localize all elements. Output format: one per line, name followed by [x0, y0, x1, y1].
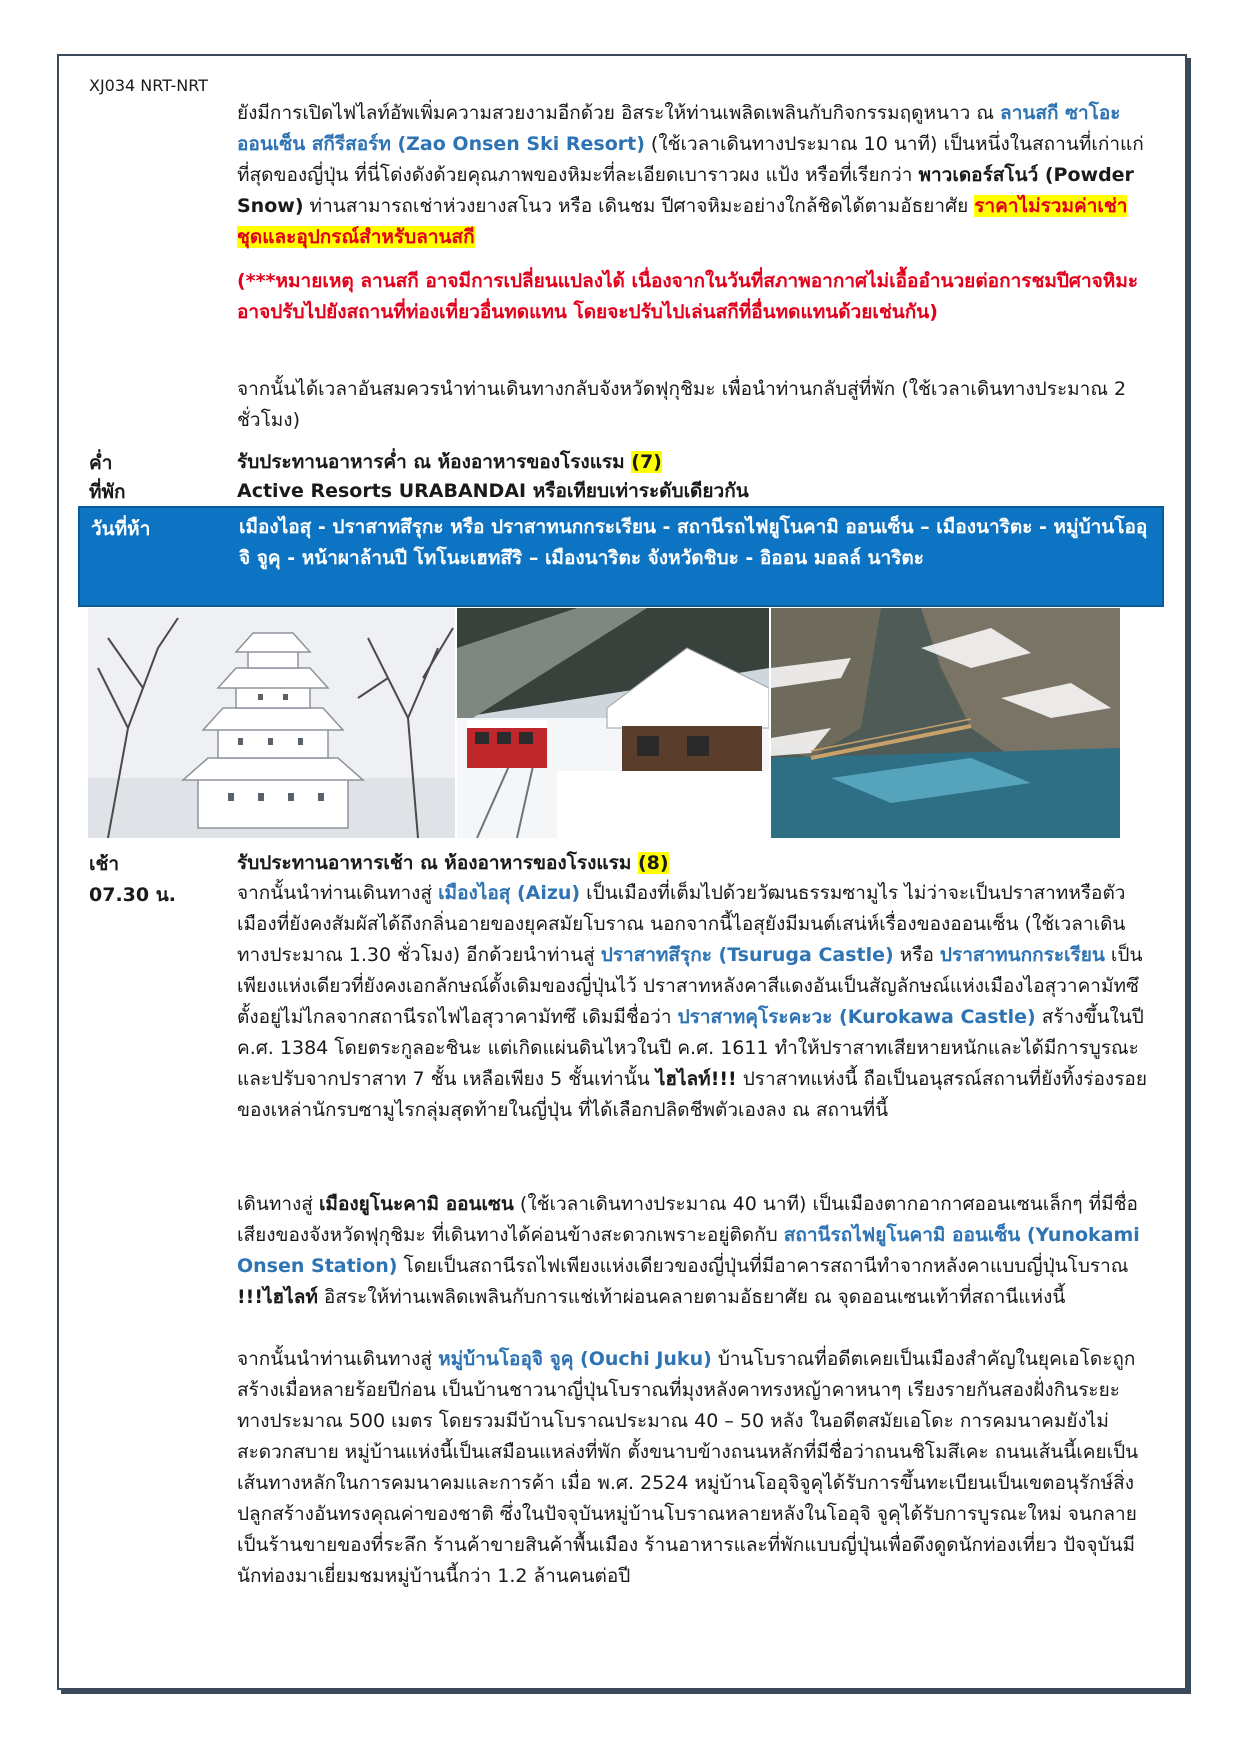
- intro-paragraph: ยังมีการเปิดไฟไลท์อัพเพิ่มความสวยงามอีกด้วย อิสระให้ท่านเพลิดเพลินกับกิจกรรมฤดูหนาว ณ ลานสกี ซาโอะ ออนเซ็น สกีรีสอร์ท (Zao Onsen Ski Resort) (ใช้เวลาเดินทางประมาณ 10 นาที) เป็นหนึ่งในสถานที่เก่าแก่ที่สุดของญี่ปุ่น ที่นี่โด่งดังด้วยคุณภาพของหิมะที่ละเอียดเบาราวผง แป้ง หรือที่เรียกว่า พาวเดอร์สโนว์ (Powder Snow) ท่านสามารถเช่าห่วงยางสโนว หรือ เดินชม ปีศาจหิมะอย่างใกล้ชิดได้ตามอัธยาศัย ราคาไม่รวมค่าเช่าชุดและอุปกรณ์สำหรับลานสกี: [237, 102, 1144, 248]
- day-five-header: [78, 506, 1164, 607]
- dinner-text: รับประทานอาหารค่ำ ณ ห้องอาหารของโรงแรม (7): [237, 451, 662, 473]
- ski-remark: (***หมายเหตุ ลานสกี อาจมีการเปลี่ยนแปลงได้ เนื่องจากในวันที่สภาพอากาศไม่เอื้ออำนวยต่อการชมปีศาจหิมะ อาจปรับไปยังสถานที่ท่องเที่ยวอื่นทดแทน โดยจะปรับไปเล่นสกีที่อื่นทดแทนด้วยเช่นกัน): [237, 270, 1139, 323]
- departure-time: 07.30 น.: [89, 884, 176, 906]
- dinner-label: ค่ำ: [89, 452, 113, 474]
- yunokami-paragraph: เดินทางสู่ เมืองยูโนะคามิ ออนเซน (ใช้เวลาเดินทางประมาณ 40 นาที) เป็นเมืองตากอากาศออนเซนเล็กๆ ที่มีชื่อเสียงของจังหวัดฟุกุชิมะ ที่เดินทางได้ค่อนข้างสะดวกเพราะอยู่ติดกับ สถานีรถไฟยูโนคามิ ออนเซ็น (Yunokami Onsen Station) โดยเป็นสถานีรถไฟเพียงแห่งเดียวของญี่ปุ่นที่มีอาคารสถานีทำจากหลังคาแบบญี่ปุ่นโบราณ !!!ไฮไลท์ อิสระให้ท่านเพลิดเพลินกับการแช่เท้าผ่อนคลายตามอัธยาศัย ณ จุดออนเซนเท้าที่สถานีแห่งนี้: [237, 1193, 1140, 1308]
- tsuruga-castle-photo: [88, 608, 455, 838]
- day-label: วันที่ห้า: [91, 518, 151, 540]
- tonohetsuri-cliff-photo: [771, 608, 1120, 838]
- day-route: เมืองไอสุ - ปราสาทสึรุกะ หรือ ปราสาทนกกระเรียน - สถานีรถไฟยูโนคามิ ออนเซ็น – เมืองนาริตะ - หมู่บ้านโออุจิ จูคุ - หน้าผาล้านปี โทโนะเฮทสึริ – เมืองนาริตะ จังหวัดชิบะ - อิออน มอลล์ นาริตะ: [239, 516, 1148, 569]
- ouchi-juku-paragraph: จากนั้นนำท่านเดินทางสู่ หมู่บ้านโออุจิ จูคุ (Ouchi Juku) บ้านโบราณที่อดีตเคยเป็นเมืองสำคัญในยุคเอโดะถูกสร้างเมื่อหลายร้อยปีก่อน เป็นบ้านชาวนาญี่ปุ่นโบราณที่มุงหลังคาทรงหญ้าคาหนาๆ เรียงรายกันสองฝั่งกินระยะทางประมาณ 500 เมตร โดยรวมมีบ้านโบราณประมาณ 40 – 50 หลัง ในอดีตสมัยเอโดะ การคมนาคมยังไม่สะดวกสบาย หมู่บ้านแห่งนี้เป็นเสมือนแหล่งที่พัก ตั้งขนาบข้างถนนหลักที่มีชื่อว่าถนนชิโมสึเคะ ถนนเส้นนี้เคยเป็นเส้นทางหลักในการคมนาคมและการค้า เมื่อ พ.ศ. 2524 หมู่บ้านโออุจิจูคุได้รับการขึ้นทะเบียนเป็นเขตอนุรักษ์สิ่งปลูกสร้างอันทรงคุณค่าของชาติ ซึ่งในปัจจุบันหมู่บ้านโบราณหลายหลังในโออุจิ จูคุได้รับการบูรณะใหม่ จนกลายเป็นร้านขายของที่ระลึก ร้านค้าขายสินค้าพื้นเมือง ร้านอาหารและที่พักแบบญี่ปุ่นเพื่อดึงดูดนักท่องเที่ยว ปัจจุบันมีนักท่องมาเยี่ยมชมหมู่บ้านนี้กว่า 1.2 ล้านคนต่อปี: [237, 1348, 1139, 1587]
- price-exclusion-note: ราคาไม่รวมค่าเช่าชุดและอุปกรณ์สำหรับลานสกี: [237, 195, 1128, 248]
- hotel-label: ที่พัก: [89, 481, 126, 503]
- hotel-text: Active Resorts URABANDAI หรือเทียบเท่าระดับเดียวกัน: [237, 480, 749, 502]
- breakfast-text: รับประทานอาหารเช้า ณ ห้องอาหารของโรงแรม (8): [237, 852, 669, 874]
- tour-code: XJ034 NRT-NRT: [89, 76, 208, 95]
- yunokami-station-photo: [457, 608, 769, 838]
- zao-ski-resort-link: ลานสกี ซาโอะ ออนเซ็น สกีรีสอร์ท (Zao Onsen Ski Resort): [237, 102, 1121, 155]
- aizu-paragraph: จากนั้นนำท่านเดินทางสู่ เมืองไอสุ (Aizu) เป็นเมืองที่เต็มไปด้วยวัฒนธรรมซามูไร ไม่ว่าจะเป็นปราสาทหรือตัวเมืองที่ยังคงสัมผัสได้ถึงกลิ่นอายของยุคสมัยโบราณ นอกจากนี้ไอสุยังมีมนต์เสน่ห์เรื่องของออนเซ็น (ใช้เวลาเดินทางประมาณ 1.30 ชั่วโมง) อีกด้วยนำท่านสู่ ปราสาทสึรุกะ (Tsuruga Castle) หรือ ปราสาทนกกระเรียน เป็นเพียงแห่งเดียวที่ยังคงเอกลักษณ์ดั้งเดิมของญี่ปุ่นไว้ ปราสาทหลังคาสีแดงอันเป็นสัญลักษณ์แห่งเมืองไอสุวาคามัทซึ ตั้งอยู่ไม่ไกลจากสถานีรถไฟไอสุวาคามัทซึ เดิมมีชื่อว่า ปราสาทคุโระคะวะ (Kurokawa Castle) สร้างขึ้นในปี ค.ศ. 1384 โดยตระกูลอะชินะ แต่เกิดแผ่นดินไหวในปี ค.ศ. 1611 ทำให้ปราสาทเสียหายหนักและได้มีการบูรณะและปรับจากปราสาท 7 ชั้น เหลือเพียง 5 ชั้นเท่านั้น ไฮไลท์!!! ปราสาทแห่งนี้ ถือเป็นอนุสรณ์สถานที่ยังทิ้งร่องรอยของเหล่านักรบซามูไรกลุ่มสุดท้ายในญี่ปุ่น ที่ได้เลือกปลิดชีพตัวเองลง ณ สถานที่นี้: [237, 882, 1147, 1121]
- return-paragraph: จากนั้นได้เวลาอันสมควรนำท่านเดินทางกลับจังหวัดฟุกุชิมะ เพื่อนำท่านกลับสู่ที่พัก (ใช้เวลาเดินทางประมาณ 2 ชั่วโมง): [237, 378, 1127, 431]
- breakfast-label: เช้า: [89, 853, 120, 875]
